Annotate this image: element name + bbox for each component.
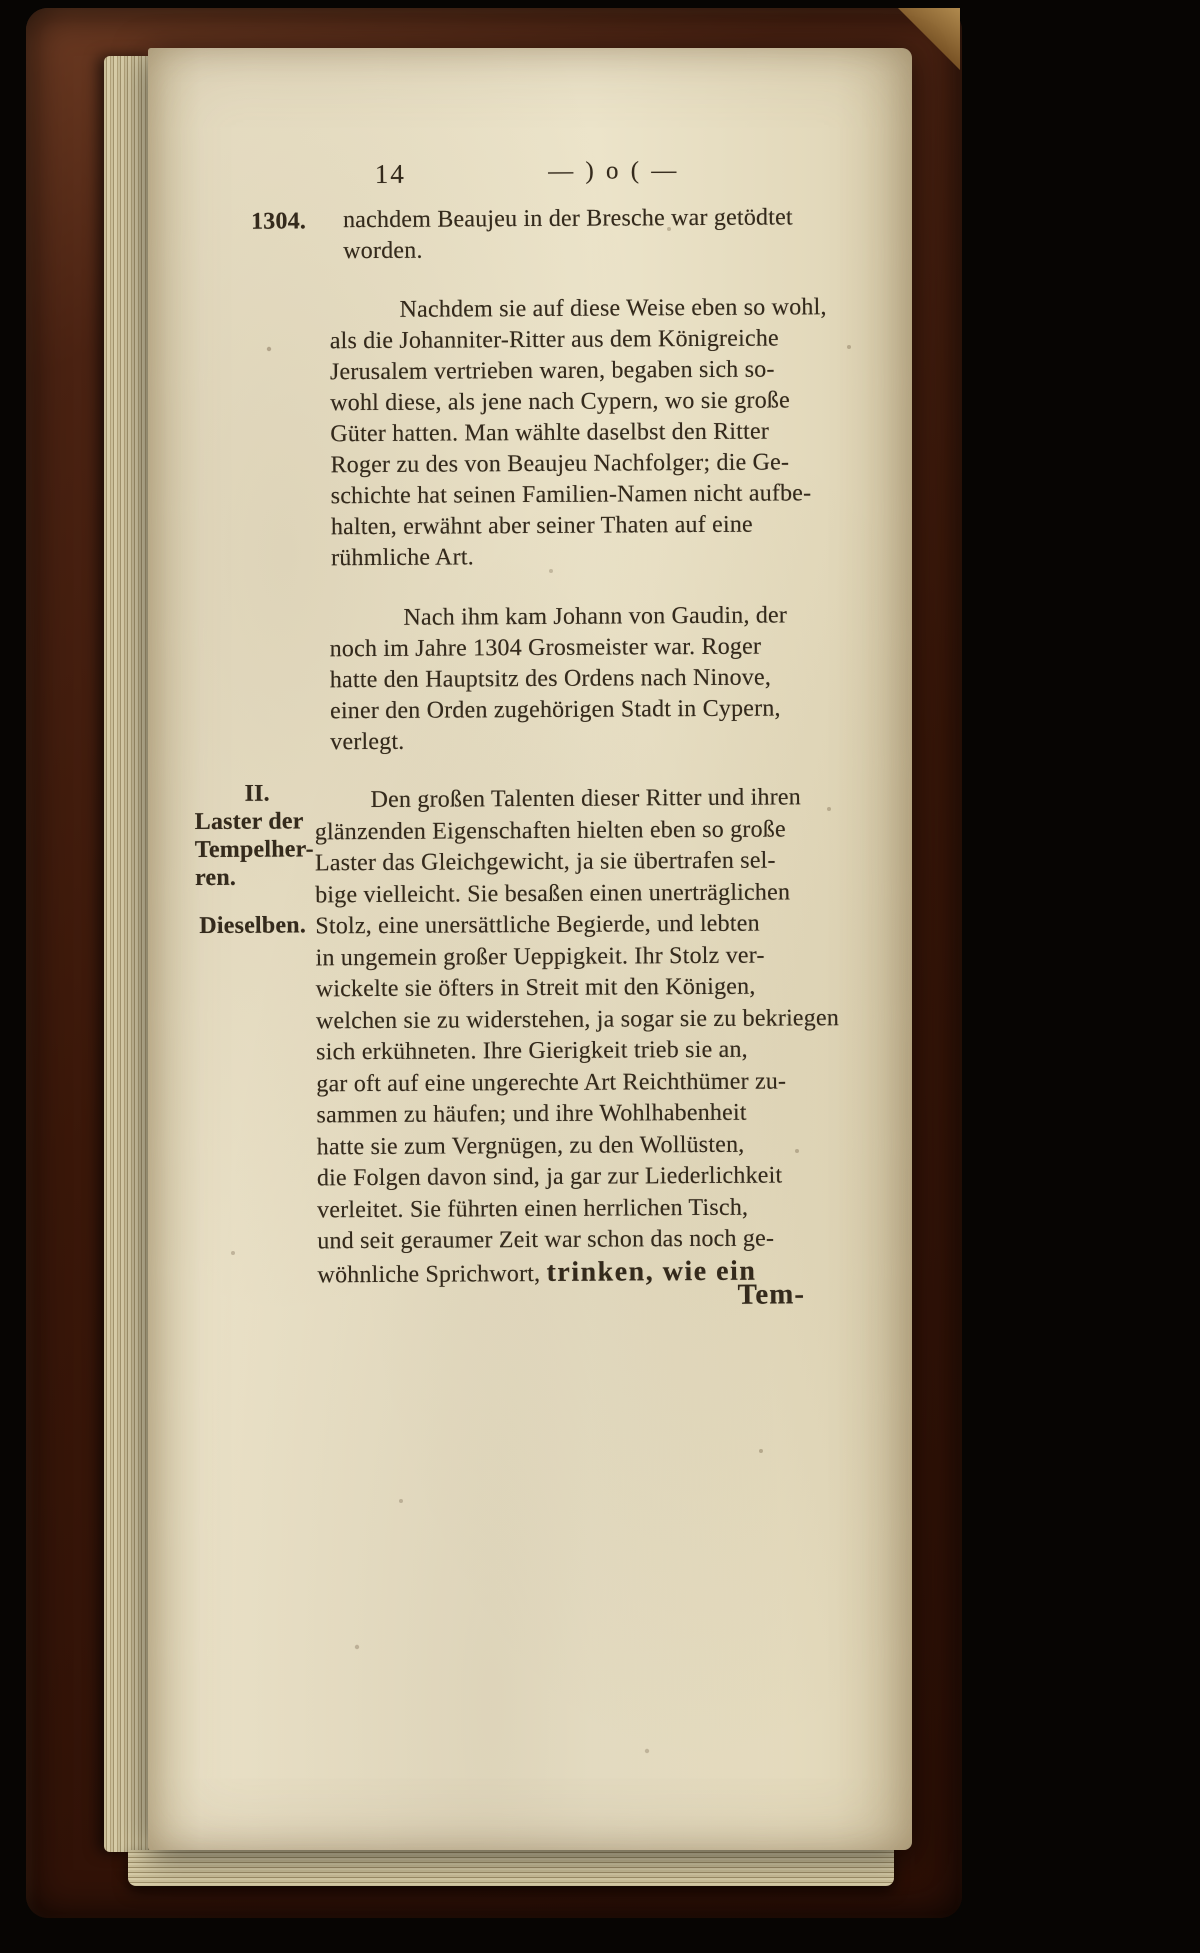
paragraph-1: Nachdem sie auf diese Weise eben so wohl, als die Johanniter-Ritter aus dem Königreiche Jerusalem vertrieben waren, begaben sich so- wohl diese, als jene nach Cypern, wo sie große Güter hatten. Man wählte daselbst den Ritter Roger zu des von Beaujeu Nachfolger; die Ge- schichte hat seinen Familien-Namen nicht aufbe- halten, erwähnt aber seiner Thaten auf eine rühmliche Art. [329, 294, 827, 572]
page-number: 14 [374, 158, 406, 189]
book-page [148, 48, 912, 1850]
page-text [148, 46, 923, 1853]
paragraph-3 [315, 782, 841, 1291]
paragraph-3-text: Den großen Talenten dieser Ritter und ihren glänzenden Eigenschaften hielten eben so große Laster das Gleichgewicht, ja sie übertrafen sel- bige vielleicht. Sie besaßen einen unerträglichen Stolz, eine unersättliche Begierde, und lebten in ungemein großer Ueppigkeit. Ihr Stolz ver- wickelte sie öfters in Streit mit den Königen, welchen sie zu widerstehen, ja sogar sie zu bekriegen sich erkühneten. Ihre Gierigkeit trieb sie an, gar oft auf eine ungerechte Art Reichthümer zu- sammen zu häufen; und ihre Wohlhabenheit hatte sie zum Vergnügen, zu den Wollüsten, die Folgen davon sind, ja gar zur Liederlichkeit verleitet. Sie führten einen herrlichen Tisch, und seit geraumer Zeit war schon das noch ge- wöhnliche Sprichwort, [314, 784, 840, 1288]
margin-note-section: II. Laster der Tempelher- ren. [194, 780, 314, 892]
paragraph-3-emphasis: trinken, wie ein [546, 1255, 757, 1288]
page-stack-left-edge [104, 56, 152, 1852]
header-ornament: — ) o ( — [548, 157, 680, 185]
margin-note-year: 1304. [250, 208, 307, 235]
page-stack-bottom-edge [128, 1850, 894, 1886]
margin-note-dieselben: Dieselben. [199, 912, 307, 940]
catchword: Tem- [737, 1278, 806, 1311]
paragraph-continuation: nachdem Beaujeu in der Bresche war getödtet worden. [342, 204, 793, 265]
paragraph-2: Nach ihm kam Johann von Gaudin, der noch im Jahre 1304 Grosmeister war. Roger hatte den Hauptsitz des Ordens nach Ninove, einer den Orden zugehörigen Stadt in Cypern, verlegt. [329, 602, 788, 756]
